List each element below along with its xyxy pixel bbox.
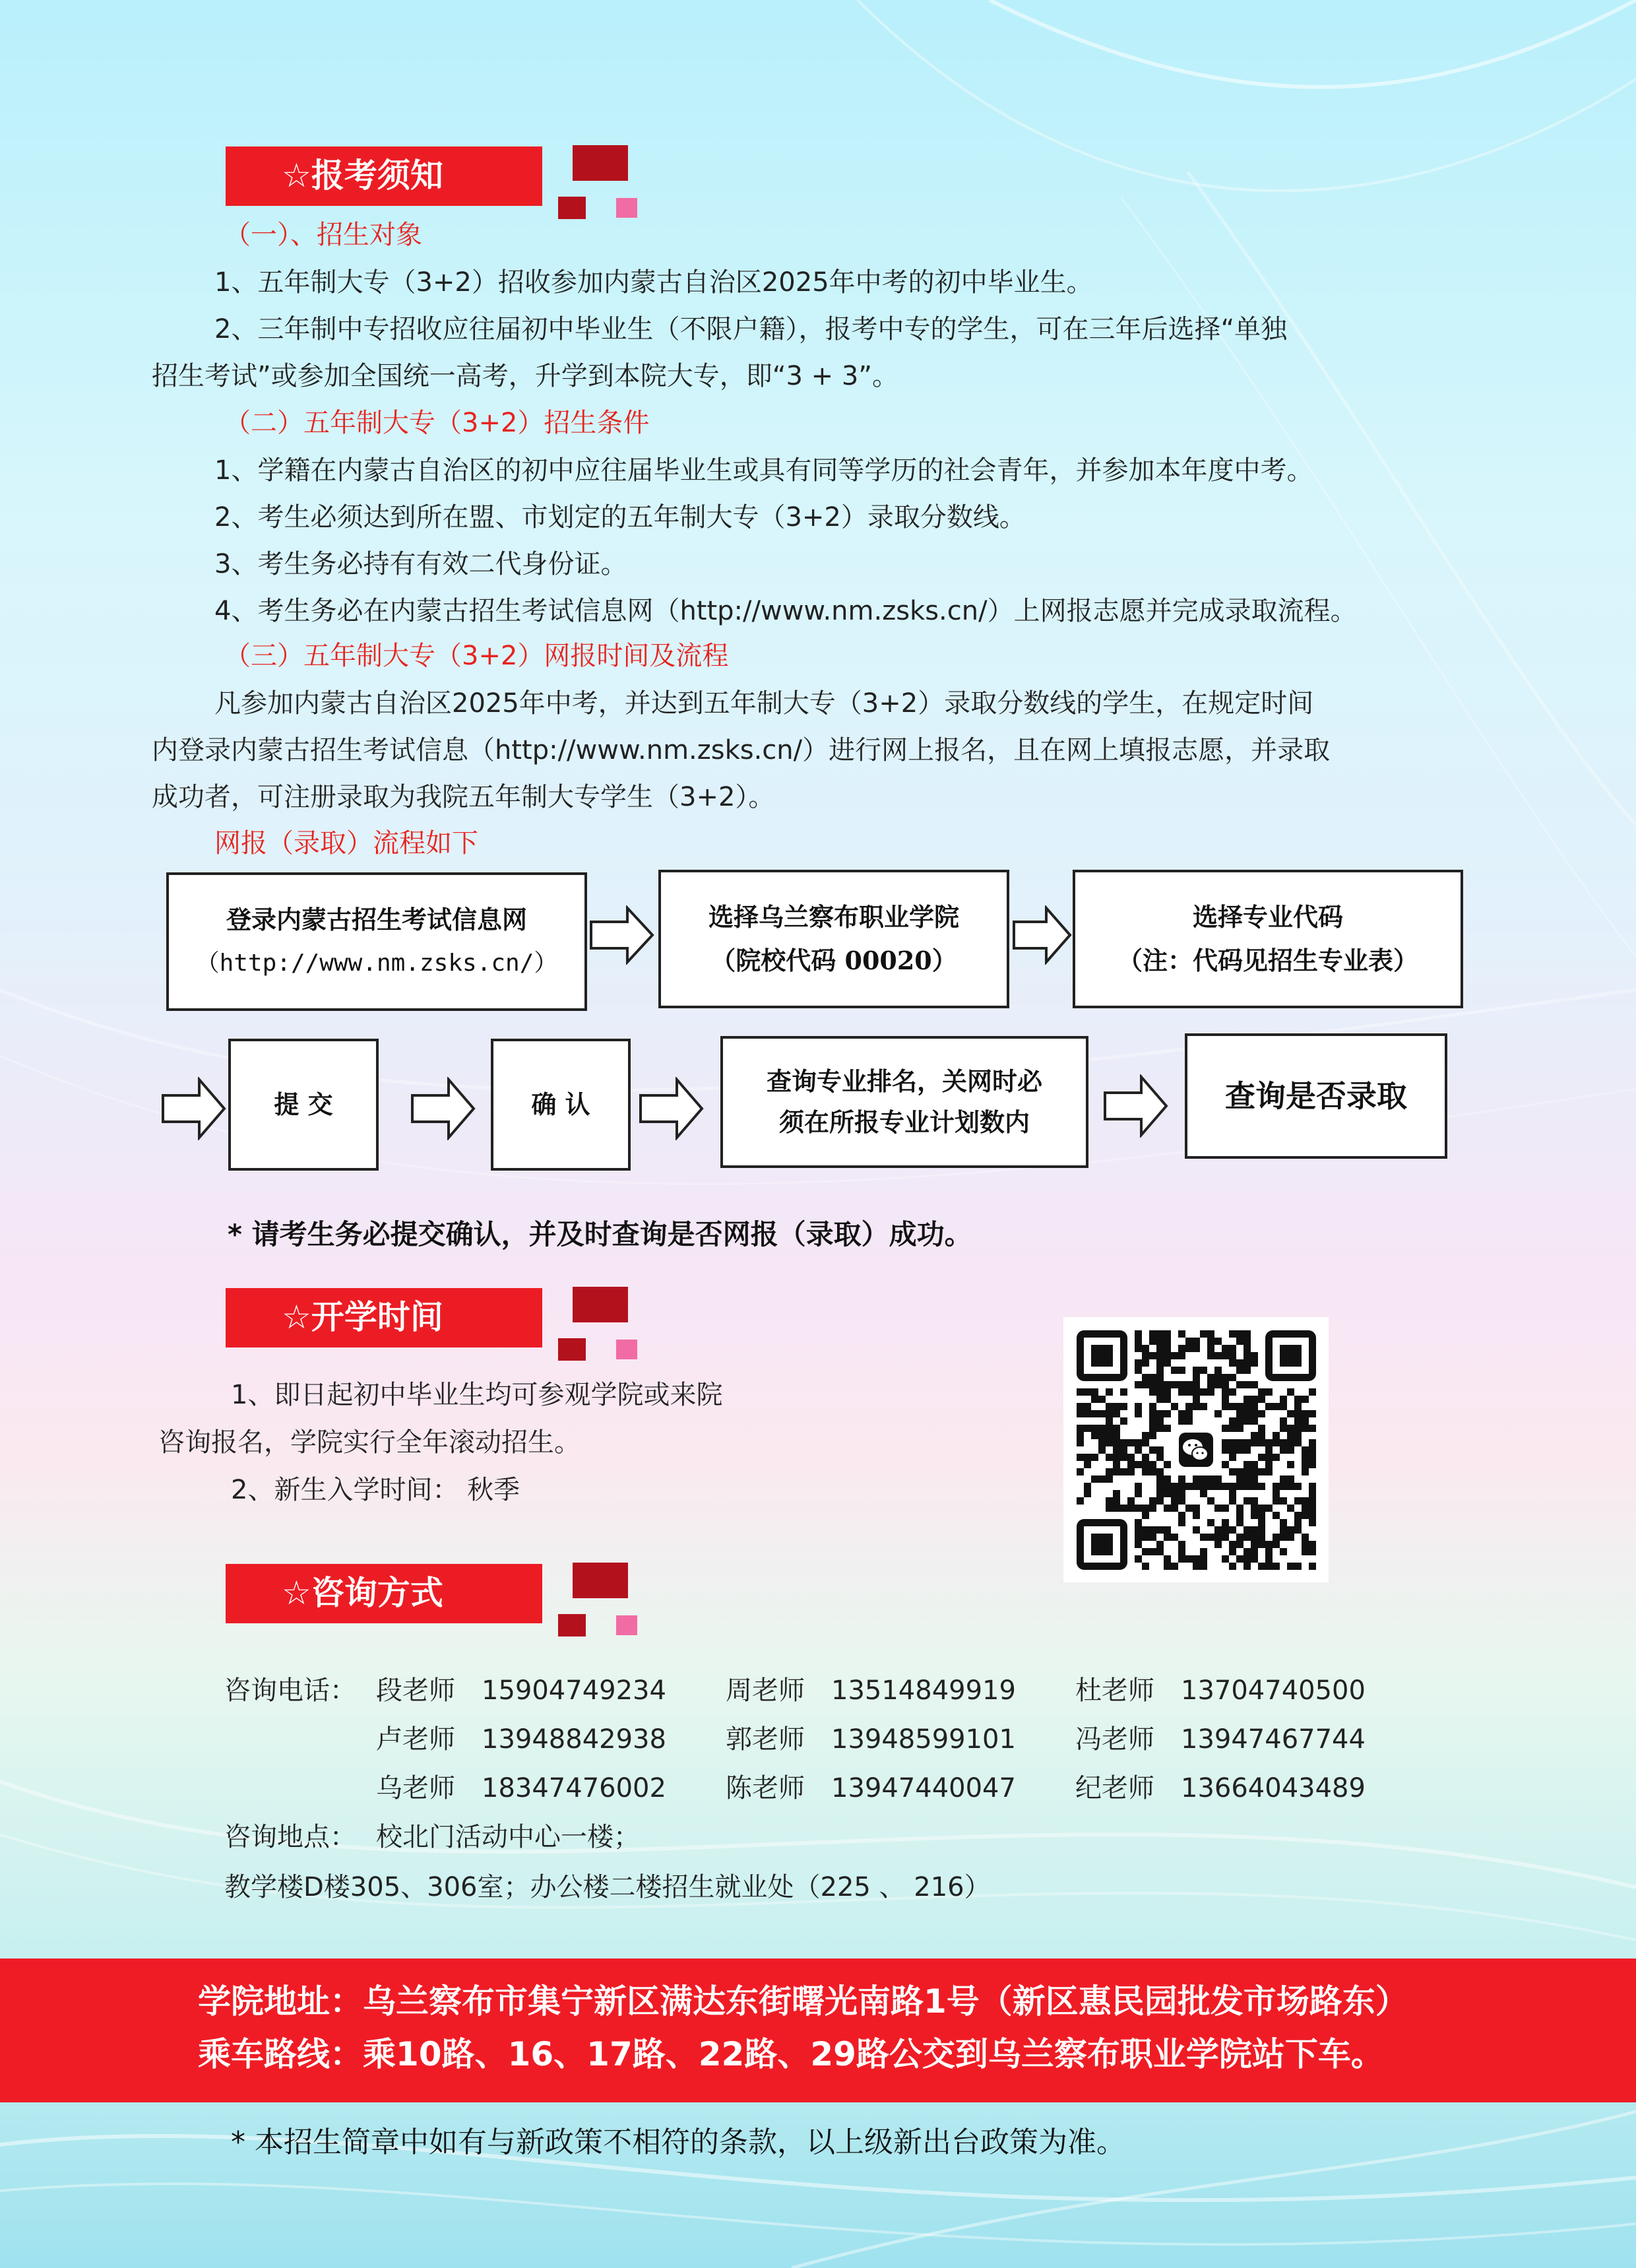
- contact-phone: 13948842938: [482, 1724, 666, 1755]
- decor-square: [558, 197, 586, 219]
- wechat-icon: [1176, 1430, 1216, 1470]
- flow-step-label: 查询专业排名，关网时必: [766, 1066, 1042, 1096]
- decor-square: [616, 198, 637, 218]
- paragraph: 2、新生入学时间： 秋季: [231, 1475, 520, 1505]
- wechat-badge: [1176, 1430, 1216, 1470]
- arrow-right-icon: [589, 905, 655, 965]
- arrow-right-icon: [1103, 1074, 1169, 1138]
- decor-square: [573, 1563, 628, 1598]
- arrow-right-icon: [410, 1077, 476, 1140]
- flow-note: * 请考生务必提交确认，并及时查询是否网报（录取）成功。: [228, 1218, 972, 1250]
- flow-step-query-admission: [1185, 1033, 1447, 1159]
- contact-name: 卢老师: [376, 1724, 455, 1755]
- contact-name: 郭老师: [726, 1724, 805, 1755]
- subheading-target: （一）、招生对象: [224, 220, 422, 250]
- contact-name: 周老师: [726, 1675, 805, 1706]
- section-title-start-time: ☆开学时间: [282, 1298, 443, 1336]
- paragraph: 3、考生务必持有有效二代身份证。: [214, 549, 627, 579]
- section-header-notice: [226, 146, 542, 206]
- decor-square: [558, 1338, 586, 1361]
- contact-row: [224, 1673, 1478, 1708]
- footnote: * 本招生简章中如有与新政策不相符的条款，以上级新出台政策为准。: [231, 2125, 1125, 2159]
- flow-step-submit: [228, 1039, 379, 1171]
- contact-phone: 13948599101: [831, 1724, 1016, 1755]
- paragraph: 咨询报名，学院实行全年滚动招生。: [158, 1427, 581, 1458]
- flow-step-label: （院校代码 00020）: [710, 946, 957, 975]
- contact-name: 陈老师: [726, 1773, 805, 1803]
- contact-name: 冯老师: [1075, 1724, 1154, 1755]
- contact-phone: 13704740500: [1181, 1675, 1366, 1706]
- paragraph: 2、考生必须达到所在盟、市划定的五年制大专（3+2）录取分数线。: [214, 502, 1026, 533]
- section-header-contact: [226, 1564, 542, 1623]
- paragraph: 凡参加内蒙古自治区2025年中考，并达到五年制大专（3+2）录取分数线的学生，在规定时间: [214, 688, 1314, 719]
- flow-step-select-major: [1073, 870, 1463, 1008]
- flow-heading: 网报（录取）流程如下: [214, 828, 478, 859]
- contact-phone: 13514849919: [831, 1675, 1016, 1706]
- contact-name: 段老师: [376, 1675, 455, 1706]
- paragraph: 1、即日起初中毕业生均可参观学院或来院: [231, 1380, 723, 1410]
- decor-square: [573, 1287, 628, 1322]
- contact-place-row: [224, 1820, 1478, 1854]
- arrow-right-icon: [1012, 905, 1073, 965]
- decor-square: [616, 1340, 637, 1359]
- contact-row: [224, 1722, 1478, 1757]
- paragraph: 招生考试”或参加全国统一高考，升学到本院大专，即“3 + 3”。: [152, 361, 899, 391]
- paragraph: 1、学籍在内蒙古自治区的初中应往届毕业生或具有同等学历的社会青年，并参加本年度中考。: [214, 455, 1313, 486]
- qr-finder-pattern: [1081, 1334, 1124, 1378]
- contact-name: 杜老师: [1075, 1675, 1154, 1706]
- college-address: 学院地址：乌兰察布市集宁新区满达东街曙光南路1号（新区惠民园批发市场路东）: [198, 1982, 1408, 2021]
- section-title-contact: ☆咨询方式: [282, 1574, 443, 1612]
- arrow-right-icon: [639, 1077, 705, 1140]
- address-banner: [0, 1959, 1636, 2102]
- contact-phone: 18347476002: [482, 1773, 666, 1803]
- paragraph: 4、考生务必在内蒙古招生考试信息网（http://www.nm.zsks.cn/）上网报志愿并完成录取流程。: [214, 596, 1357, 626]
- bus-route: 乘车路线：乘10路、16、17路、22路、29路公交到乌兰察布职业学院站下车。: [198, 2035, 1384, 2073]
- arrow-right-icon: [161, 1077, 227, 1140]
- decor-square: [616, 1615, 637, 1635]
- decor-square: [573, 145, 628, 181]
- place-label: 咨询地点：: [224, 1822, 356, 1852]
- contact-name: 乌老师: [376, 1773, 455, 1803]
- flow-step-label: （注：代码见招生专业表）: [1117, 946, 1418, 975]
- subheading-process: （三）五年制大专（3+2）网报时间及流程: [224, 641, 729, 671]
- flow-step-label: 选择专业代码: [1192, 902, 1343, 932]
- flow-step-label: 查询是否录取: [1225, 1078, 1407, 1114]
- paragraph: 2、三年制中专招收应往届初中毕业生（不限户籍），报考中专的学生，可在三年后选择“单独: [214, 314, 1288, 344]
- qr-code: [1063, 1317, 1329, 1582]
- contact-name: 纪老师: [1075, 1773, 1154, 1803]
- contact-phone: 13947440047: [831, 1773, 1016, 1803]
- section-header-start-time: [226, 1288, 542, 1347]
- contact-phone: 13664043489: [1181, 1773, 1366, 1803]
- place-text: 校北门活动中心一楼；: [376, 1822, 640, 1852]
- decor-square: [558, 1614, 586, 1636]
- contact-phone: 13947467744: [1181, 1724, 1366, 1755]
- flow-step-label: 确 认: [531, 1089, 590, 1119]
- contact-row: [224, 1771, 1478, 1805]
- paragraph: 成功者，可注册录取为我院五年制大专学生（3+2）。: [152, 782, 775, 812]
- flow-step-label: 登录内蒙古招生考试信息网: [226, 905, 527, 934]
- flow-step-confirm: [491, 1039, 631, 1171]
- flow-step-label: 选择乌兰察布职业学院: [708, 902, 959, 932]
- qr-finder-pattern: [1081, 1523, 1124, 1567]
- contact-phone: 15904749234: [482, 1675, 666, 1706]
- flow-step-select-school: [658, 870, 1009, 1008]
- flow-step-label: 须在所报专业计划数内: [778, 1107, 1030, 1137]
- flow-step-login: [166, 872, 587, 1011]
- paragraph: 内登录内蒙古招生考试信息（http://www.nm.zsks.cn/）进行网上报名，且在网上填报志愿，并录取: [152, 735, 1331, 765]
- phone-label: 咨询电话：: [224, 1675, 356, 1706]
- contact-place-row-2: 教学楼D楼305、306室；办公楼二楼招生就业处（225 、 216）: [224, 1872, 991, 1902]
- section-title-notice: ☆报考须知: [282, 156, 443, 195]
- flow-step-label: 提 交: [274, 1089, 333, 1119]
- flow-step-url: （http://www.nm.zsks.cn/）: [195, 950, 558, 977]
- flow-step-query-rank: [720, 1036, 1088, 1168]
- paragraph: 1、五年制大专（3+2）招收参加内蒙古自治区2025年中考的初中毕业生。: [214, 267, 1093, 298]
- subheading-conditions: （二）五年制大专（3+2）招生条件: [224, 408, 650, 438]
- qr-finder-pattern: [1269, 1334, 1313, 1378]
